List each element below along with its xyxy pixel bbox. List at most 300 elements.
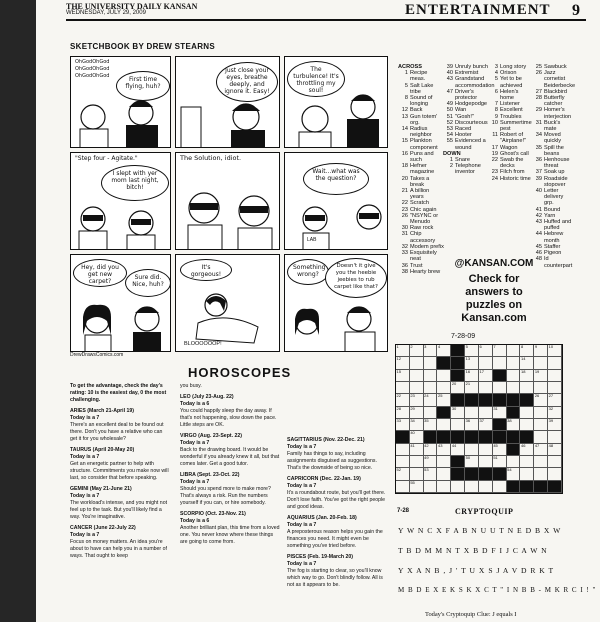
grid-cell[interactable]: 37 bbox=[479, 419, 493, 431]
cryptoquip-clue: Today's Cryptoquip Clue: J equals I bbox=[425, 611, 517, 618]
clue-text: Buck's mate bbox=[544, 119, 561, 133]
speech-bubble: Something wrong? bbox=[287, 259, 329, 285]
crossword-clue bbox=[398, 151, 444, 163]
clue-text: Long story bbox=[500, 64, 527, 70]
grid-cell[interactable] bbox=[437, 468, 451, 480]
grid-cell[interactable] bbox=[548, 431, 562, 443]
grid-cell[interactable] bbox=[424, 370, 438, 382]
grid-cell[interactable] bbox=[520, 468, 534, 480]
clue-text: Blackbird bbox=[544, 88, 568, 95]
grid-cell[interactable] bbox=[410, 370, 424, 382]
crossword-clue bbox=[398, 83, 444, 95]
grid-cell[interactable]: 6 bbox=[479, 345, 493, 357]
clue-number: 28 bbox=[535, 95, 542, 102]
section-title: ENTERTAINMENT bbox=[405, 2, 551, 18]
crossword-clue bbox=[532, 176, 574, 188]
crossword-grid bbox=[395, 344, 563, 494]
horoscope-cancer-continued bbox=[180, 383, 280, 390]
crossword-clue bbox=[443, 138, 489, 150]
crossword-clue bbox=[532, 70, 574, 89]
grid-cell[interactable]: 15 bbox=[396, 370, 410, 382]
speech-bubble: The turbulence! It's throttling my soul! bbox=[287, 61, 345, 97]
clue-text: Roadside stopover bbox=[544, 175, 568, 188]
clue-number: 29 bbox=[535, 107, 542, 114]
grid-cell[interactable]: 9 bbox=[534, 345, 548, 357]
clue-text: Helen's home bbox=[500, 88, 519, 102]
comic-panel-3 bbox=[284, 56, 388, 148]
grid-cell[interactable]: 41 bbox=[410, 444, 424, 456]
comic-panel-8 bbox=[175, 254, 280, 352]
sign-name: TAURUS (April 20-May 20) bbox=[70, 447, 135, 453]
grid-cell[interactable] bbox=[534, 357, 548, 369]
horoscopes-title: HOROSCOPES bbox=[188, 365, 292, 380]
sign-name: LEO (July 23-Aug. 22) bbox=[180, 394, 234, 400]
clue-number: 8 bbox=[404, 95, 408, 102]
page-number: 9 bbox=[572, 2, 580, 19]
comic-title: SKETCHBOOK BY DREW STEARNS bbox=[70, 42, 215, 51]
grid-cell[interactable] bbox=[479, 382, 493, 394]
grid-cell[interactable]: 32 bbox=[548, 407, 562, 419]
clue-text: Chic again bbox=[410, 206, 437, 213]
grid-block bbox=[520, 431, 534, 443]
grid-cell[interactable]: 47 bbox=[534, 444, 548, 456]
grid-cell[interactable]: 12 bbox=[396, 357, 410, 369]
sign-rating: Today is a 7 bbox=[180, 440, 210, 446]
promo-text: Check for answers to puzzles on Kansan.com bbox=[461, 273, 527, 324]
grid-cell[interactable] bbox=[479, 444, 493, 456]
grid-cell[interactable] bbox=[424, 357, 438, 369]
grid-cell[interactable]: 10 bbox=[548, 345, 562, 357]
grid-block bbox=[493, 468, 507, 480]
comic-panel-2 bbox=[175, 56, 280, 148]
grid-cell[interactable]: 2 bbox=[410, 345, 424, 357]
sign-text: Back to the drawing board. It would be wonderful if you already knew it all, but that comes later. Get a good tutor. bbox=[180, 447, 280, 467]
clue-number: 30 bbox=[401, 225, 408, 232]
clue-text: Takes a break bbox=[410, 175, 430, 188]
crossword-clue bbox=[488, 157, 532, 169]
horoscope-column-3 bbox=[287, 437, 387, 593]
across-heading: ACROSS bbox=[398, 64, 422, 70]
grid-block bbox=[520, 394, 534, 406]
grid-cell[interactable]: 31 bbox=[493, 407, 507, 419]
grid-cell[interactable] bbox=[479, 481, 493, 493]
sign-text: Another brilliant plan, this time from a loved one. You never know where these things are going to come from. bbox=[180, 525, 280, 545]
sign-rating: Today is a 7 bbox=[70, 454, 100, 460]
clue-text: Wagon bbox=[500, 144, 518, 151]
speech-bubble: Hey, did you get new carpet? bbox=[73, 259, 127, 287]
grid-cell[interactable]: 36 bbox=[465, 419, 479, 431]
clue-number: 51 bbox=[446, 113, 453, 120]
grid-cell[interactable] bbox=[548, 456, 562, 468]
comic-drawing bbox=[285, 153, 388, 250]
clue-text: Hefner magazine bbox=[410, 163, 435, 176]
clue-text: Troubles bbox=[500, 113, 522, 120]
crossword-clue bbox=[532, 188, 574, 207]
panel-caption: The Solution, idiot. bbox=[180, 154, 242, 162]
grid-cell[interactable]: 39 bbox=[548, 419, 562, 431]
grid-cell[interactable]: 19 bbox=[534, 370, 548, 382]
clue-number: 4 bbox=[494, 70, 498, 77]
clue-number: 55 bbox=[446, 138, 453, 145]
clue-number: 26 bbox=[535, 70, 542, 77]
crossword-clue bbox=[532, 107, 574, 119]
clue-number: 16 bbox=[401, 150, 408, 157]
crossword-clue bbox=[443, 89, 489, 101]
sign-rating: Today is a 7 bbox=[70, 415, 100, 421]
comic-drawing bbox=[71, 153, 171, 250]
grid-cell[interactable] bbox=[437, 419, 451, 431]
clue-text: Soak up bbox=[544, 169, 565, 176]
clue-number: 26 bbox=[401, 212, 408, 219]
clue-text: Filch from bbox=[500, 169, 525, 176]
clue-text: "NSYNC or Menudo bbox=[410, 212, 439, 226]
horoscope-column-1 bbox=[70, 383, 170, 564]
grid-cell[interactable]: 44 bbox=[451, 444, 465, 456]
clue-number: 33 bbox=[401, 250, 408, 257]
crossword-clue bbox=[532, 132, 574, 144]
clue-text: Robert of "Airplane!" bbox=[500, 132, 527, 145]
grid-cell[interactable] bbox=[548, 370, 562, 382]
grid-cell[interactable] bbox=[520, 407, 534, 419]
comic-strip bbox=[70, 56, 388, 352]
grid-cell[interactable]: 23 bbox=[410, 394, 424, 406]
grid-cell[interactable]: 29 bbox=[410, 407, 424, 419]
grid-cell[interactable]: 43 bbox=[437, 444, 451, 456]
clue-number: 1 bbox=[404, 70, 408, 77]
grid-cell[interactable]: 45 bbox=[493, 444, 507, 456]
clue-number: 34 bbox=[535, 132, 542, 139]
clue-text: Telephone inventor bbox=[455, 163, 481, 176]
grid-block bbox=[451, 431, 465, 443]
grid-cell[interactable] bbox=[520, 419, 534, 431]
grid-cell[interactable]: 1 bbox=[396, 345, 410, 357]
grid-block bbox=[451, 345, 465, 357]
comic-drawing bbox=[285, 255, 388, 352]
panel-text: OhGodOhGod OhGodOhGod OhGodOhGod bbox=[75, 59, 110, 79]
clue-text: Yarn bbox=[544, 212, 556, 219]
answers-promo bbox=[450, 258, 538, 325]
sign-name: CAPRICORN (Dec. 22-Jan. 19) bbox=[287, 476, 361, 482]
grid-cell[interactable] bbox=[396, 481, 410, 493]
grid-cell[interactable]: 48 bbox=[548, 444, 562, 456]
sign-rating: Today is a 7 bbox=[70, 493, 100, 499]
comic-drawing bbox=[71, 255, 171, 352]
header-rule bbox=[66, 19, 586, 21]
grid-block bbox=[437, 357, 451, 369]
horoscope-leo bbox=[180, 394, 280, 429]
clue-text: Driver's protector bbox=[455, 88, 478, 102]
crossword-clue bbox=[488, 132, 532, 144]
grid-block bbox=[479, 394, 493, 406]
clue-text: Bound bbox=[544, 206, 561, 213]
grid-block bbox=[548, 481, 562, 493]
clue-text: Trust bbox=[410, 262, 423, 269]
clue-number: 20 bbox=[401, 175, 408, 182]
horoscope-pisces bbox=[287, 554, 387, 589]
grid-cell[interactable]: 25 bbox=[437, 394, 451, 406]
grid-cell[interactable]: 54 bbox=[507, 468, 521, 480]
grid-cell[interactable]: 33 bbox=[396, 419, 410, 431]
grid-cell[interactable] bbox=[534, 431, 548, 443]
clue-text: Historic time bbox=[500, 175, 531, 182]
clue-number: 23 bbox=[401, 206, 408, 213]
clue-number: 12 bbox=[401, 107, 408, 114]
sign-rating: Today is a 7 bbox=[287, 444, 317, 450]
grid-cell[interactable]: 17 bbox=[479, 370, 493, 382]
comic-drawing bbox=[176, 255, 280, 352]
comic-panel-1 bbox=[70, 56, 171, 148]
lab-coat-label: LAB bbox=[307, 237, 317, 243]
grid-cell[interactable] bbox=[451, 481, 465, 493]
grid-cell[interactable] bbox=[479, 456, 493, 468]
clue-number: 5 bbox=[404, 82, 408, 89]
sign-text: It's a roundabout route, but you'll get there. Don't lose faith. You've got the right people and good ideas. bbox=[287, 490, 386, 510]
grid-block bbox=[520, 481, 534, 493]
crossword-clue bbox=[398, 95, 444, 107]
sign-text: A preposterous reason helps you gain the finances you need. It might even be something you've tried before. bbox=[287, 529, 383, 549]
comic-panel-9 bbox=[284, 254, 388, 352]
clue-text: A billion years bbox=[410, 188, 430, 201]
grid-cell[interactable]: 14 bbox=[520, 357, 534, 369]
grid-cell[interactable]: 46 bbox=[520, 444, 534, 456]
grid-cell[interactable]: 16 bbox=[465, 370, 479, 382]
crossword-clue bbox=[532, 231, 574, 243]
clue-number: 24 bbox=[491, 175, 498, 182]
horoscope-intro: To get the advantage, check the day's rating: 10 is the easiest day, 0 the most challenging. bbox=[70, 383, 167, 403]
grid-cell[interactable] bbox=[493, 357, 507, 369]
sign-text: Get an energetic partner to help with structure. Commitments you make now will last, so consider that before speaking. bbox=[70, 461, 169, 481]
grid-cell[interactable] bbox=[479, 357, 493, 369]
clue-number: 39 bbox=[446, 64, 453, 70]
comic-panel-5 bbox=[175, 152, 280, 250]
clue-number: 25 bbox=[535, 64, 542, 70]
horoscope-capricorn bbox=[287, 476, 387, 511]
crossword-clue bbox=[398, 231, 444, 243]
clue-number: 23 bbox=[491, 169, 498, 176]
grid-cell[interactable]: 26 bbox=[534, 394, 548, 406]
clue-text: Raw rock bbox=[410, 225, 434, 232]
grid-cell[interactable] bbox=[548, 468, 562, 480]
speech-bubble: I slept with yer mom last night, bitch! bbox=[101, 165, 169, 201]
sound-effect: BLOOOOOOP! bbox=[184, 341, 222, 347]
sign-name: ARIES (March 21-April 19) bbox=[70, 408, 134, 414]
speech-bubble: Sure did. Nice, huh? bbox=[125, 269, 171, 297]
grid-cell[interactable] bbox=[534, 456, 548, 468]
crossword-clue bbox=[398, 138, 444, 150]
grid-cell[interactable]: 20 bbox=[451, 382, 465, 394]
grid-cell[interactable]: 50 bbox=[465, 456, 479, 468]
clue-text: Id counterpart bbox=[544, 256, 573, 269]
sign-name: LIBRA (Sept. 23-Oct. 22) bbox=[180, 472, 240, 478]
cryptoquip-line: Y X A N B , J ' T U X S J A V D R K T bbox=[398, 566, 555, 575]
clue-number: 43 bbox=[446, 76, 453, 83]
horoscope-cancer bbox=[70, 525, 170, 560]
clue-number: 10 bbox=[491, 119, 498, 126]
grid-cell[interactable]: 52 bbox=[396, 468, 410, 480]
grid-cell[interactable] bbox=[493, 481, 507, 493]
crossword-clue bbox=[398, 70, 444, 82]
clue-number: 14 bbox=[401, 126, 408, 133]
crossword-clue bbox=[398, 213, 444, 225]
grid-cell[interactable] bbox=[410, 468, 424, 480]
clue-number: 7 bbox=[494, 101, 498, 108]
grid-cell[interactable]: 3 bbox=[424, 345, 438, 357]
grid-cell[interactable] bbox=[520, 456, 534, 468]
sign-rating: Today is a 6 bbox=[180, 518, 210, 524]
clue-number: 47 bbox=[446, 88, 453, 95]
clue-number: 5 bbox=[494, 76, 498, 83]
clue-text: Moved quickly bbox=[544, 132, 562, 145]
grid-cell[interactable]: 53 bbox=[424, 468, 438, 480]
grid-cell[interactable] bbox=[507, 382, 521, 394]
clue-number: 42 bbox=[535, 212, 542, 219]
grid-block bbox=[451, 456, 465, 468]
crossword-clue bbox=[398, 269, 444, 275]
grid-cell[interactable] bbox=[410, 357, 424, 369]
grid-cell[interactable]: 8 bbox=[520, 345, 534, 357]
sign-name: SAGITTARIUS (Nov. 22-Dec. 21) bbox=[287, 437, 365, 443]
grid-cell[interactable] bbox=[534, 419, 548, 431]
grid-cell[interactable] bbox=[396, 444, 410, 456]
grid-cell[interactable]: 5 bbox=[465, 345, 479, 357]
cryptoquip-line: T B D M M N T X B D F I J C A W N bbox=[398, 546, 548, 555]
grid-cell[interactable] bbox=[548, 357, 562, 369]
clue-text: Sawbuck bbox=[544, 64, 567, 70]
sign-name: AQUARIUS (Jan. 20-Feb. 18) bbox=[287, 515, 357, 521]
clue-text: Spill the beans bbox=[544, 144, 564, 157]
grid-cell[interactable]: 21 bbox=[465, 382, 479, 394]
crossword-clue bbox=[488, 89, 532, 101]
grid-cell[interactable] bbox=[437, 481, 451, 493]
grid-cell[interactable] bbox=[534, 468, 548, 480]
clue-text: Jazz cornetist Beiderbecke bbox=[544, 70, 576, 89]
crossword-clue bbox=[443, 163, 489, 175]
grid-cell[interactable]: 35 bbox=[424, 419, 438, 431]
paper-name: THE UNIVERSITY DAILY KANSAN bbox=[66, 2, 198, 11]
clue-number: 8 bbox=[494, 107, 498, 114]
grid-cell[interactable]: 38 bbox=[507, 419, 521, 431]
grid-cell[interactable] bbox=[534, 407, 548, 419]
grid-block bbox=[507, 394, 521, 406]
crossword-clue bbox=[532, 120, 574, 132]
clue-text: Modem prefix bbox=[410, 243, 444, 250]
clue-text: Butterfly catcher bbox=[544, 95, 565, 108]
clue-text: Back bbox=[410, 107, 423, 114]
panel-caption: "Step four - Agitate." bbox=[75, 155, 138, 162]
grid-cell[interactable]: 24 bbox=[424, 394, 438, 406]
sign-rating: Today is a 7 bbox=[287, 522, 317, 528]
crossword-clue bbox=[398, 176, 444, 188]
sign-text: Focus on money matters. An idea you're about to have can help you in a number of ways. That ought to keep bbox=[70, 539, 167, 559]
clue-number: 44 bbox=[535, 231, 542, 238]
grid-block bbox=[493, 394, 507, 406]
comic-drawing bbox=[176, 153, 280, 250]
sign-text: Family has things to say, including assignments disguised as suggestions. That's the downside of being so nice. bbox=[287, 451, 377, 471]
grid-cell[interactable]: 4 bbox=[437, 345, 451, 357]
clue-text: Evidenced a wound bbox=[455, 138, 486, 151]
grid-cell[interactable] bbox=[437, 456, 451, 468]
grid-block bbox=[451, 468, 465, 480]
grid-block bbox=[465, 431, 479, 443]
grid-cell[interactable]: 40 bbox=[410, 431, 424, 443]
grid-cell[interactable]: 18 bbox=[520, 370, 534, 382]
grid-cell[interactable] bbox=[424, 481, 438, 493]
comic-credit: DrewDrawsComics.com bbox=[70, 352, 124, 358]
clue-text: Yet to be achieved bbox=[500, 76, 523, 89]
comic-panel-7 bbox=[70, 254, 171, 352]
clue-number: 43 bbox=[535, 219, 542, 226]
speech-bubble: It's gorgeous! bbox=[180, 259, 232, 281]
grid-cell[interactable] bbox=[507, 357, 521, 369]
clue-text: Sound of longing bbox=[410, 95, 433, 108]
clue-number: 53 bbox=[446, 126, 453, 133]
clue-number: 54 bbox=[446, 132, 453, 139]
crossword-down-col-1 bbox=[488, 64, 532, 182]
clue-number: 6 bbox=[494, 88, 498, 95]
grid-cell[interactable] bbox=[493, 382, 507, 394]
clue-text: Pigeon bbox=[544, 250, 562, 257]
clue-text: Radius neighbor bbox=[410, 126, 432, 139]
comic-drawing bbox=[176, 57, 280, 148]
grid-cell[interactable] bbox=[520, 382, 534, 394]
clue-number: 19 bbox=[491, 150, 498, 157]
grid-cell[interactable]: 27 bbox=[548, 394, 562, 406]
clue-number: 41 bbox=[535, 206, 542, 213]
grid-cell[interactable]: 30 bbox=[451, 407, 465, 419]
clue-number: 36 bbox=[401, 262, 408, 269]
crossword-clue bbox=[398, 188, 444, 200]
grid-cell[interactable]: 42 bbox=[424, 444, 438, 456]
sign-rating: Today is a 6 bbox=[180, 401, 210, 407]
grid-cell[interactable]: 49 bbox=[424, 456, 438, 468]
clue-text: Hooter bbox=[455, 132, 472, 139]
grid-cell[interactable] bbox=[507, 345, 521, 357]
grid-cell[interactable] bbox=[507, 370, 521, 382]
clue-text: Recipe meas. bbox=[410, 70, 428, 83]
horoscope-libra bbox=[180, 472, 280, 507]
grid-cell[interactable]: 22 bbox=[396, 394, 410, 406]
date-line: WEDNESDAY, JULY 29, 2009 bbox=[66, 10, 146, 16]
clue-number: 49 bbox=[446, 101, 453, 108]
clue-text: Discourteous bbox=[455, 119, 488, 126]
clue-number: 1 bbox=[449, 157, 453, 164]
grid-cell[interactable] bbox=[437, 370, 451, 382]
crossword-clue bbox=[532, 95, 574, 107]
clue-number: 22 bbox=[401, 200, 408, 207]
clue-text: Summertime pest bbox=[500, 119, 532, 133]
down-heading: DOWN bbox=[443, 150, 461, 157]
clue-number: 9 bbox=[494, 113, 498, 120]
grid-cell[interactable]: 34 bbox=[410, 419, 424, 431]
grid-cell[interactable]: 55 bbox=[410, 481, 424, 493]
grid-cell[interactable] bbox=[451, 419, 465, 431]
grid-cell[interactable]: 28 bbox=[396, 407, 410, 419]
grid-cell[interactable]: 13 bbox=[465, 357, 479, 369]
grid-cell[interactable] bbox=[410, 456, 424, 468]
clue-text: Hodgepodge bbox=[455, 101, 488, 108]
clue-number: 31 bbox=[535, 119, 542, 126]
grid-cell[interactable]: 7 bbox=[493, 345, 507, 357]
clue-text: Listener bbox=[500, 101, 520, 108]
horoscope-virgo bbox=[180, 433, 280, 468]
clue-text: Plankton component bbox=[410, 138, 438, 151]
grid-cell[interactable] bbox=[465, 481, 479, 493]
clue-text: Grandstand accommodation bbox=[455, 76, 495, 89]
grid-block bbox=[424, 431, 438, 443]
clue-text: Wan bbox=[455, 107, 467, 114]
grid-block bbox=[479, 431, 493, 443]
grid-cell[interactable]: 51 bbox=[493, 456, 507, 468]
